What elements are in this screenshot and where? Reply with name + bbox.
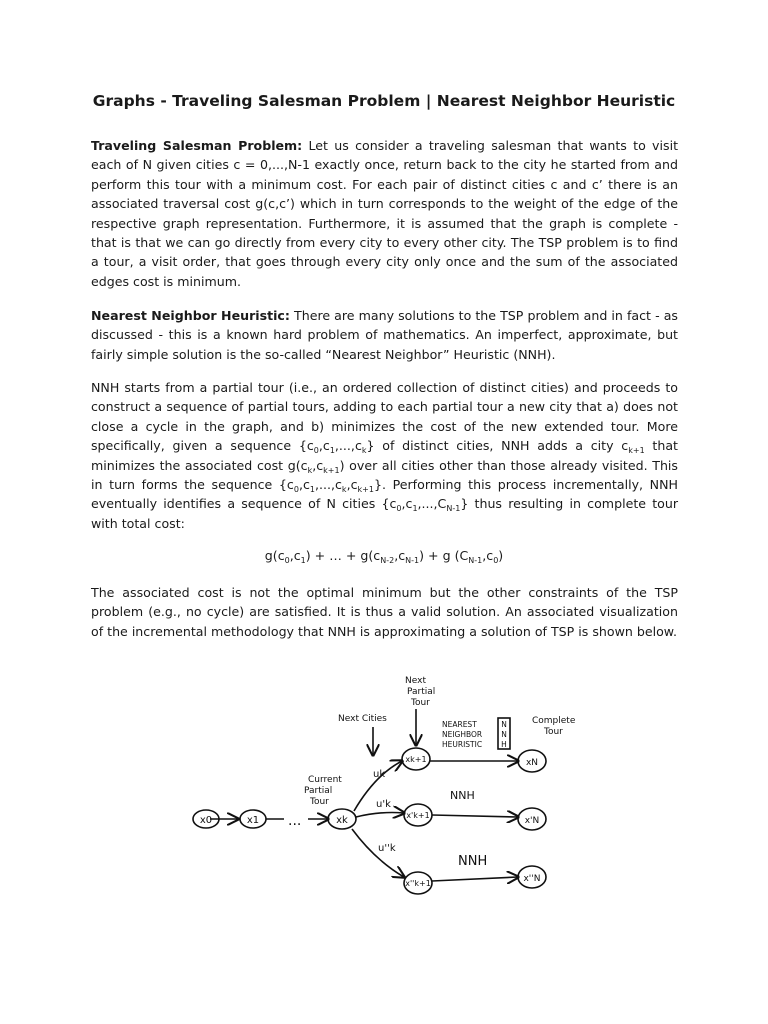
- label-line: Next: [405, 676, 426, 686]
- node-xnpp-label: x''N: [523, 874, 541, 884]
- paragraph-tsp: [91, 136, 678, 291]
- node-x1: [240, 810, 266, 828]
- nnh-label-middle: NNH: [450, 789, 475, 802]
- label-line: Tour: [411, 698, 430, 708]
- formula-text: ,c: [394, 548, 406, 563]
- tsp-text: Let us consider a traveling salesman that wants to visit each of N given cities c = 0,...,N-1 exactly once, return back to the city he started from and perform this tour with a minimum cost. For each pair of distinct cities c and c’ there is an associated traversal cost g(c,c’) which in turn corresponds to the weight of the edge of the respective graph representation. Furthermore, it is assumed that the graph is complete - that is that we can go directly from every city to every other city. The TSP problem is to find a tour, a visit order, that goes through every city only once and the sum of the associated edges cost is minimum.: [91, 138, 679, 289]
- method-text: ,c: [298, 477, 310, 493]
- subscript: N-1: [405, 556, 420, 565]
- label-line: N: [501, 730, 507, 739]
- node-xn-label: xN: [525, 758, 539, 768]
- method-text: that minimizes the associated cost g(c: [91, 438, 678, 473]
- subscript: 0: [284, 556, 290, 565]
- formula-text: ): [498, 548, 504, 563]
- node-xk1pp-label: x''k+1: [405, 879, 431, 888]
- subscript: k+1: [357, 485, 374, 495]
- paragraph-nnh-intro: [91, 306, 678, 364]
- formula-text: ) + g (C: [419, 548, 469, 563]
- label-line: Partial: [407, 687, 436, 697]
- node-xk1: [402, 748, 430, 770]
- label-line: Tour: [544, 727, 563, 737]
- label-line: N: [501, 720, 507, 729]
- subscript: 0: [313, 446, 319, 456]
- formula-text: g(c: [264, 548, 285, 563]
- node-xnp-label: x'N: [524, 816, 540, 826]
- subscript: N-1: [446, 504, 461, 514]
- node-x0-label: x0: [199, 815, 213, 826]
- method-text: ,c: [318, 438, 330, 454]
- subscript: 1: [300, 556, 306, 565]
- node-xnp: [518, 808, 546, 830]
- node-xnpp: [518, 866, 546, 888]
- label-line: Current: [308, 775, 342, 785]
- next-cities-label: Next Cities: [338, 714, 387, 724]
- label-line: Tour: [310, 797, 329, 807]
- edge-xk-xk1p: [356, 813, 404, 818]
- ellipsis-label: ...: [288, 813, 302, 829]
- subscript: 0: [293, 485, 299, 495]
- nnh-intro-text: There are many solutions to the TSP problem and in fact - as discussed - this is a known hard problem of mathematics. An imperfect, approximate, but fairly simple solution is the so-called “Nearest Neighbor” Heuristic (NNH).: [91, 308, 678, 362]
- paragraph-conclusion: The associated cost is not the optimal minimum but the other constraints of the TSP problem (e.g., no cycle) are satisfied. It is thus a valid solution. An associated visualization of the incremental methodology that NNH is approximating a solution of TSP is shown below.: [91, 585, 678, 639]
- nnh-label-lower: NNH: [458, 854, 488, 869]
- subscript: 1: [309, 485, 315, 495]
- formula-text: ) + … + g(c: [305, 548, 381, 563]
- label-line: NEIGHBOR: [442, 730, 483, 739]
- page-title: Graphs - Traveling Salesman Problem | Nearest Neighbor Heuristic: [92, 92, 676, 110]
- label-line: Complete: [532, 716, 576, 726]
- subscript: 1: [412, 504, 418, 514]
- method-text: ,...,c: [314, 477, 342, 493]
- subscript: N-2: [380, 556, 395, 565]
- subscript: k+1: [323, 465, 340, 475]
- method-text: ,c: [401, 496, 413, 512]
- label-line: NEAREST: [442, 720, 477, 729]
- edge-label-ukpp: u''k: [378, 843, 396, 854]
- node-xk1p: [404, 804, 432, 826]
- formula-text: ,c: [482, 548, 494, 563]
- node-x1-label: x1: [246, 815, 260, 826]
- subscript: k: [341, 485, 347, 495]
- method-text: ,...,c: [334, 438, 362, 454]
- subscript: k: [361, 446, 367, 456]
- node-xk1pp: [404, 872, 432, 894]
- subscript: 0: [396, 504, 402, 514]
- subscript: k: [307, 465, 313, 475]
- method-text: } of distinct cities, NNH adds a city c: [366, 438, 629, 454]
- edge-xk1pp-xnpp: [432, 877, 518, 881]
- node-xk1-label: xk+1: [405, 755, 427, 764]
- edge-label-uk: uk: [373, 769, 386, 780]
- current-partial-tour-label: [304, 775, 342, 807]
- subscript: 1: [329, 446, 335, 456]
- node-xk1p-label: x'k+1: [406, 811, 430, 820]
- nnh-label: Nearest Neighbor Heuristic:: [91, 308, 290, 323]
- nnh-box-label: [442, 718, 510, 749]
- method-text: ,c: [346, 477, 358, 493]
- label-line: Partial: [304, 786, 333, 796]
- subscript: k+1: [628, 446, 645, 456]
- method-text: }. Performing this process incrementally, NNH eventually identifies a sequence of N cities {c: [91, 477, 678, 512]
- node-xk-label: xk: [336, 815, 348, 826]
- formula-text: ,c: [289, 548, 301, 563]
- subscript: 0: [493, 556, 499, 565]
- method-text: ,c: [312, 457, 324, 473]
- next-partial-tour-label: [405, 676, 435, 708]
- label-line: HEURISTIC: [442, 740, 483, 749]
- nnh-diagram: [180, 665, 600, 910]
- node-xk: [328, 809, 356, 829]
- method-text: } thus resulting in complete tour with total cost:: [91, 496, 679, 531]
- edge-xk1p-xnp: [432, 815, 518, 817]
- complete-tour-label: [532, 716, 576, 737]
- subscript: N-1: [468, 556, 483, 565]
- method-text: ) over all cities other than those already visited. This in turn forms the sequence {c: [91, 457, 678, 493]
- method-text: NNH starts from a partial tour (i.e., an ordered collection of distinct cities) and proceeds to construct a sequence of partial tours, adding to each partial tour a new city that a) does not close a cycle in the graph, and b) minimizes the cost of the new extended tour. More specifically, given a sequence {c: [91, 380, 678, 454]
- tsp-label: Traveling Salesman Problem:: [91, 138, 303, 153]
- paragraph-nnh-method: [91, 378, 678, 533]
- method-text: ,...,C: [417, 496, 447, 512]
- label-line: H: [501, 740, 507, 749]
- edge-label-ukp: u'k: [376, 799, 391, 810]
- total-cost-formula: [0, 548, 768, 563]
- node-xn: [518, 750, 546, 772]
